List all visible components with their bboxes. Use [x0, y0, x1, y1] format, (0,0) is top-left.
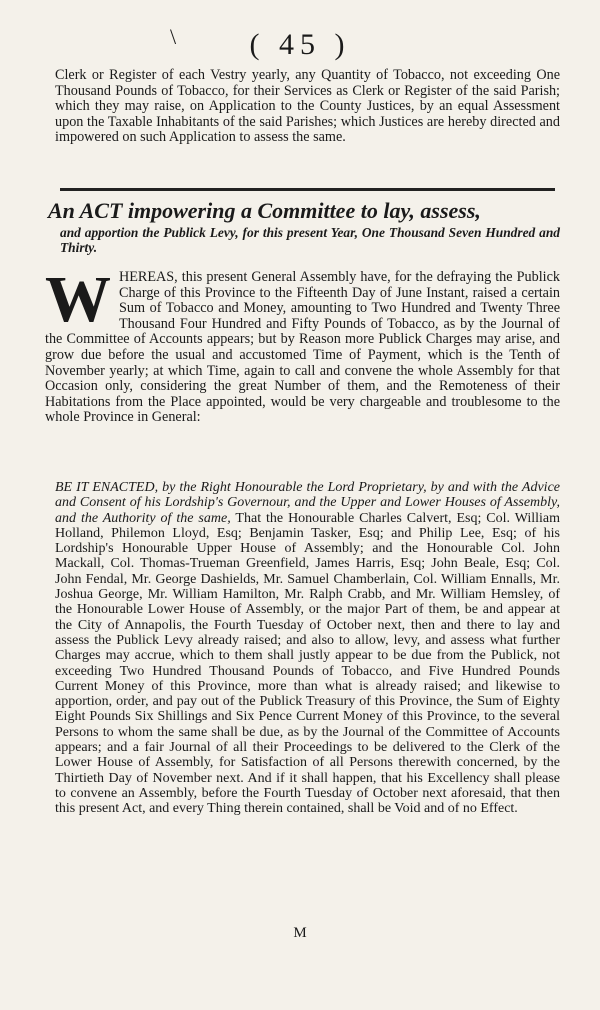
drop-cap: W	[45, 263, 111, 336]
enactment-clause	[55, 480, 560, 817]
act-subtitle: and apportion the Publick Levy, for this present Year, One Thousand Seven Hundred and Thirty.	[60, 225, 560, 255]
enactment-lead: BE IT ENACTED, by the Right Honourable the Lord Proprietary, by and with the Advice and Consent of his Lordship's Governour, and the Upper and Lower Houses of Assembly, and the Authority of the same,	[55, 480, 560, 526]
preamble-text: HEREAS, this present General Assembly have, for the defraying the Publick Charge of this Province to the Fifteenth Day of June Instant, raised a certain Sum of Tobacco and Money, amounting to Two Hundred and Twenty Three Thousand Four Hundred and Fifty Pounds of Tobacco, as by the Journal of the Committee of Accounts appears; but by Reason more Publick Charges may arise, and grow due before the usual and accustomed Time of Payment, which is the Tenth of November yearly; at which Time, again to call and convene the whole Assembly for that Occasion only, considering the great Number of them, and the Remoteness of their Habitations from the Place appointed, would be very chargeable and troublesome to the whole Province in General:	[45, 269, 560, 426]
section-divider	[60, 188, 555, 191]
stray-ink-mark: \	[170, 24, 177, 49]
previous-act-continuation: Clerk or Register of each Vestry yearly, any Quantity of Tobacco, not exceeding One Thousand Pounds of Tobacco, for their Services as Clerk or Register of the said Parish; which they may raise, on Application to the County Justices, by an equal Assessment upon the Taxable Inhabitants of the said Parishes; which Justices are hereby directed and impowered on such Application to assess the same.	[55, 67, 560, 146]
act-preamble	[45, 263, 560, 426]
enactment-body: That the Honourable Charles Calvert, Esq; Col. William Holland, Philemon Lloyd, Esq; Benjamin Tasker, Esq; and Philip Lee, Esq; of his Lordship's Honourable Upper House of Assembly; and the Honourable Col. John Mackall, Col. Thomas-Trueman Greenfield, James Harris, Esq; John Beale, Esq; Col. John Fendal, Mr. George Dashields, Mr. Samuel Chamberlain, Col. William Ennalls, Mr. Joshua George, Mr. William Hamilton, Mr. Ralph Crabb, and Mr. William Hemsley, of the Honourable Lower House of Assembly, or the major Part of them, be and appear at the City of Annapolis, the Fourth Tuesday of October next, then and there to lay and assess the Publick Levy already raised; and also to allow, levy, and assess what further Charges may accrue, which to them shall justly appear to be due from the Publick, not exceeding Two Hundred Thousand Pounds of Tobacco, and Five Hundred Pounds Current Money of this Province, more than what is already raised; and likewise to apportion, order, and pay out of the Publick Treasury of this Province, the Sum of Eighty Eight Pounds Six Shillings and Six Pence Current Money of this Province, to the several Persons to whom the same shall be due, as by the Journal of the Committee of Accounts appears; and a fair Journal of all their Proceedings to be delivered to the Clerk of the Lower House of Assembly, for Satisfaction of all Persons therewith concerned, by the Thirtieth Day of November next. And if it shall happen, that his Excellency shall please to convene an Assembly, before the Fourth Tuesday of October next aforesaid, that then this present Act, and every Thing therein contained, shall be Void and of no Effect.	[55, 510, 561, 817]
page-number: ( 45 )	[249, 28, 351, 61]
signature-mark: M	[293, 925, 307, 941]
act-title: An ACT impowering a Committee to lay, assess,	[48, 198, 481, 223]
